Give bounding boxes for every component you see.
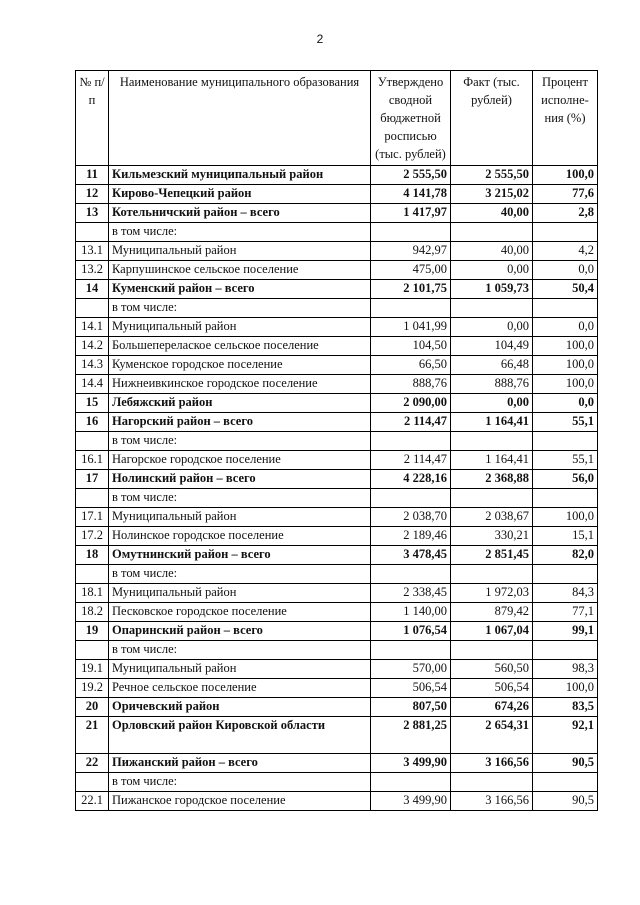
row-number-cell: 18	[76, 546, 109, 565]
row-name-cell: Муниципальный район	[109, 508, 371, 527]
row-number-cell: 16	[76, 413, 109, 432]
row-percent-cell: 15,1	[533, 527, 598, 546]
row-number-cell: 13.2	[76, 261, 109, 280]
row-fact-cell: 1 972,03	[451, 584, 533, 603]
page-number: 2	[316, 32, 324, 46]
table-row	[76, 394, 598, 413]
row-number-cell	[76, 641, 109, 660]
row-approved-cell: 3 499,90	[371, 754, 451, 773]
table-row	[76, 603, 598, 622]
row-fact-cell: 3 166,56	[451, 792, 533, 811]
row-approved-cell: 1 076,54	[371, 622, 451, 641]
row-approved-cell: 807,50	[371, 698, 451, 717]
table-body	[76, 166, 598, 811]
row-number-cell: 19.1	[76, 660, 109, 679]
row-number-cell: 15	[76, 394, 109, 413]
row-fact-cell	[451, 432, 533, 451]
row-name-cell: Большеперелаское сельское поселение	[109, 337, 371, 356]
row-approved-cell	[371, 489, 451, 508]
row-number-cell: 21	[76, 717, 109, 754]
row-percent-cell: 100,0	[533, 356, 598, 375]
row-number-cell: 19.2	[76, 679, 109, 698]
table-row	[76, 375, 598, 394]
table-row	[76, 679, 598, 698]
row-name-cell: Муниципальный район	[109, 318, 371, 337]
row-number-cell: 14.3	[76, 356, 109, 375]
row-name-cell: Лебяжский район	[109, 394, 371, 413]
row-number-cell: 13	[76, 204, 109, 223]
row-fact-cell: 330,21	[451, 527, 533, 546]
row-number-cell: 13.1	[76, 242, 109, 261]
row-number-cell: 22.1	[76, 792, 109, 811]
table-row	[76, 698, 598, 717]
row-fact-cell: 40,00	[451, 242, 533, 261]
row-name-cell: Муниципальный район	[109, 584, 371, 603]
table-row	[76, 641, 598, 660]
row-name-cell: Нолинское городское поселение	[109, 527, 371, 546]
row-fact-cell	[451, 489, 533, 508]
row-fact-cell	[451, 641, 533, 660]
row-approved-cell: 2 038,70	[371, 508, 451, 527]
row-name-cell: Песковское городское поселение	[109, 603, 371, 622]
row-percent-cell: 100,0	[533, 166, 598, 185]
row-number-cell: 14.4	[76, 375, 109, 394]
row-approved-cell: 570,00	[371, 660, 451, 679]
row-fact-cell: 1 067,04	[451, 622, 533, 641]
table-row	[76, 527, 598, 546]
row-name-cell: Оричевский район	[109, 698, 371, 717]
row-approved-cell: 888,76	[371, 375, 451, 394]
row-fact-cell: 2 368,88	[451, 470, 533, 489]
row-percent-cell	[533, 223, 598, 242]
table-row	[76, 413, 598, 432]
row-approved-cell: 2 555,50	[371, 166, 451, 185]
row-percent-cell	[533, 565, 598, 584]
table-row	[76, 299, 598, 318]
table-row	[76, 622, 598, 641]
table-row	[76, 318, 598, 337]
table-row	[76, 337, 598, 356]
table-row	[76, 717, 598, 754]
row-percent-cell: 77,1	[533, 603, 598, 622]
row-number-cell: 20	[76, 698, 109, 717]
table-row	[76, 508, 598, 527]
row-fact-cell: 40,00	[451, 204, 533, 223]
row-name-cell: Кильмезский муниципальный район	[109, 166, 371, 185]
row-number-cell	[76, 432, 109, 451]
row-percent-cell: 0,0	[533, 394, 598, 413]
row-number-cell: 17.2	[76, 527, 109, 546]
row-fact-cell: 506,54	[451, 679, 533, 698]
row-percent-cell	[533, 773, 598, 792]
table-row	[76, 185, 598, 204]
row-name-cell: Котельничский район – всего	[109, 204, 371, 223]
row-approved-cell	[371, 565, 451, 584]
row-approved-cell: 2 881,25	[371, 717, 451, 754]
row-percent-cell: 55,1	[533, 413, 598, 432]
row-name-cell: Муниципальный район	[109, 242, 371, 261]
row-percent-cell: 0,0	[533, 318, 598, 337]
table-row	[76, 356, 598, 375]
row-fact-cell	[451, 565, 533, 584]
row-fact-cell: 0,00	[451, 394, 533, 413]
row-fact-cell: 0,00	[451, 261, 533, 280]
row-number-cell: 19	[76, 622, 109, 641]
row-fact-cell: 2 555,50	[451, 166, 533, 185]
row-approved-cell: 942,97	[371, 242, 451, 261]
row-approved-cell: 2 090,00	[371, 394, 451, 413]
row-name-cell: Куменское городское поселение	[109, 356, 371, 375]
row-fact-cell: 1 059,73	[451, 280, 533, 299]
row-name-cell: Нагорский район – всего	[109, 413, 371, 432]
row-percent-cell: 98,3	[533, 660, 598, 679]
table-row	[76, 261, 598, 280]
row-fact-cell: 2 038,67	[451, 508, 533, 527]
row-percent-cell: 90,5	[533, 792, 598, 811]
row-approved-cell: 66,50	[371, 356, 451, 375]
header-fact: Факт (тыс. рублей)	[451, 71, 533, 166]
row-approved-cell: 2 189,46	[371, 527, 451, 546]
row-name-cell: в том числе:	[109, 223, 371, 242]
row-number-cell	[76, 489, 109, 508]
row-number-cell: 17.1	[76, 508, 109, 527]
row-approved-cell	[371, 641, 451, 660]
row-approved-cell	[371, 299, 451, 318]
row-name-cell: в том числе:	[109, 299, 371, 318]
row-fact-cell: 2 851,45	[451, 546, 533, 565]
row-number-cell: 22	[76, 754, 109, 773]
header-num: № п/п	[76, 71, 109, 166]
row-name-cell: Пижанский район – всего	[109, 754, 371, 773]
row-approved-cell: 2 338,45	[371, 584, 451, 603]
row-name-cell: Омутнинский район – всего	[109, 546, 371, 565]
table-row	[76, 451, 598, 470]
row-number-cell	[76, 773, 109, 792]
row-approved-cell: 4 141,78	[371, 185, 451, 204]
row-percent-cell: 100,0	[533, 375, 598, 394]
table-row	[76, 489, 598, 508]
row-fact-cell: 66,48	[451, 356, 533, 375]
row-fact-cell	[451, 223, 533, 242]
row-name-cell: Муниципальный район	[109, 660, 371, 679]
row-percent-cell: 100,0	[533, 337, 598, 356]
row-name-cell: в том числе:	[109, 641, 371, 660]
row-number-cell: 16.1	[76, 451, 109, 470]
row-percent-cell	[533, 489, 598, 508]
row-percent-cell: 92,1	[533, 717, 598, 754]
row-approved-cell: 475,00	[371, 261, 451, 280]
row-percent-cell: 77,6	[533, 185, 598, 204]
row-percent-cell	[533, 641, 598, 660]
table-row	[76, 242, 598, 261]
table-row	[76, 470, 598, 489]
table-row	[76, 660, 598, 679]
row-fact-cell: 1 164,41	[451, 451, 533, 470]
row-number-cell: 12	[76, 185, 109, 204]
row-name-cell: в том числе:	[109, 489, 371, 508]
row-number-cell: 11	[76, 166, 109, 185]
table-row	[76, 565, 598, 584]
row-approved-cell	[371, 773, 451, 792]
header-approved: Утверждено сводной бюджетной росписью (тыс. рублей)	[371, 71, 451, 166]
table-row	[76, 166, 598, 185]
row-approved-cell: 4 228,16	[371, 470, 451, 489]
row-approved-cell	[371, 223, 451, 242]
row-percent-cell: 50,4	[533, 280, 598, 299]
row-fact-cell	[451, 773, 533, 792]
row-name-cell: Нагорское городское поселение	[109, 451, 371, 470]
header-percent: Процент исполне-ния (%)	[533, 71, 598, 166]
budget-execution-table	[75, 70, 598, 811]
row-percent-cell: 90,5	[533, 754, 598, 773]
row-name-cell: Речное сельское поселение	[109, 679, 371, 698]
row-approved-cell	[371, 432, 451, 451]
row-approved-cell: 2 114,47	[371, 451, 451, 470]
row-fact-cell	[451, 299, 533, 318]
row-number-cell	[76, 223, 109, 242]
row-approved-cell: 3 499,90	[371, 792, 451, 811]
row-fact-cell: 104,49	[451, 337, 533, 356]
row-fact-cell: 674,26	[451, 698, 533, 717]
row-number-cell: 17	[76, 470, 109, 489]
row-fact-cell: 2 654,31	[451, 717, 533, 754]
row-percent-cell	[533, 299, 598, 318]
row-percent-cell: 55,1	[533, 451, 598, 470]
row-percent-cell: 56,0	[533, 470, 598, 489]
row-name-cell: Орловский район Кировской области	[109, 717, 371, 754]
row-percent-cell: 82,0	[533, 546, 598, 565]
row-percent-cell	[533, 432, 598, 451]
row-number-cell: 18.1	[76, 584, 109, 603]
row-name-cell: Опаринский район – всего	[109, 622, 371, 641]
row-approved-cell: 1 417,97	[371, 204, 451, 223]
row-name-cell: Пижанское городское поселение	[109, 792, 371, 811]
row-approved-cell: 506,54	[371, 679, 451, 698]
row-fact-cell: 879,42	[451, 603, 533, 622]
row-percent-cell: 2,8	[533, 204, 598, 223]
row-approved-cell: 3 478,45	[371, 546, 451, 565]
row-number-cell: 14.1	[76, 318, 109, 337]
row-approved-cell: 1 041,99	[371, 318, 451, 337]
row-name-cell: в том числе:	[109, 432, 371, 451]
row-name-cell: Нижнеивкинское городское поселение	[109, 375, 371, 394]
table-row	[76, 546, 598, 565]
row-percent-cell: 4,2	[533, 242, 598, 261]
table-row	[76, 792, 598, 811]
row-number-cell: 14	[76, 280, 109, 299]
header-name: Наименование муниципального образования	[109, 71, 371, 166]
row-name-cell: Карпушинское сельское поселение	[109, 261, 371, 280]
row-percent-cell: 83,5	[533, 698, 598, 717]
row-number-cell: 18.2	[76, 603, 109, 622]
row-fact-cell: 0,00	[451, 318, 533, 337]
row-fact-cell: 560,50	[451, 660, 533, 679]
row-approved-cell: 104,50	[371, 337, 451, 356]
row-fact-cell: 888,76	[451, 375, 533, 394]
table-row	[76, 754, 598, 773]
table-row	[76, 280, 598, 299]
row-name-cell: в том числе:	[109, 565, 371, 584]
row-number-cell	[76, 565, 109, 584]
row-percent-cell: 84,3	[533, 584, 598, 603]
table-row	[76, 204, 598, 223]
row-name-cell: Куменский район – всего	[109, 280, 371, 299]
table-row	[76, 584, 598, 603]
row-fact-cell: 3 166,56	[451, 754, 533, 773]
row-name-cell: в том числе:	[109, 773, 371, 792]
row-percent-cell: 100,0	[533, 679, 598, 698]
row-approved-cell: 1 140,00	[371, 603, 451, 622]
row-percent-cell: 100,0	[533, 508, 598, 527]
row-percent-cell: 0,0	[533, 261, 598, 280]
row-fact-cell: 1 164,41	[451, 413, 533, 432]
row-percent-cell: 99,1	[533, 622, 598, 641]
table-row	[76, 223, 598, 242]
table-row	[76, 773, 598, 792]
table-header-row	[76, 71, 598, 166]
row-name-cell: Кирово-Чепецкий район	[109, 185, 371, 204]
row-name-cell: Нолинский район – всего	[109, 470, 371, 489]
row-number-cell: 14.2	[76, 337, 109, 356]
row-fact-cell: 3 215,02	[451, 185, 533, 204]
row-approved-cell: 2 114,47	[371, 413, 451, 432]
row-number-cell	[76, 299, 109, 318]
row-approved-cell: 2 101,75	[371, 280, 451, 299]
table-row	[76, 432, 598, 451]
